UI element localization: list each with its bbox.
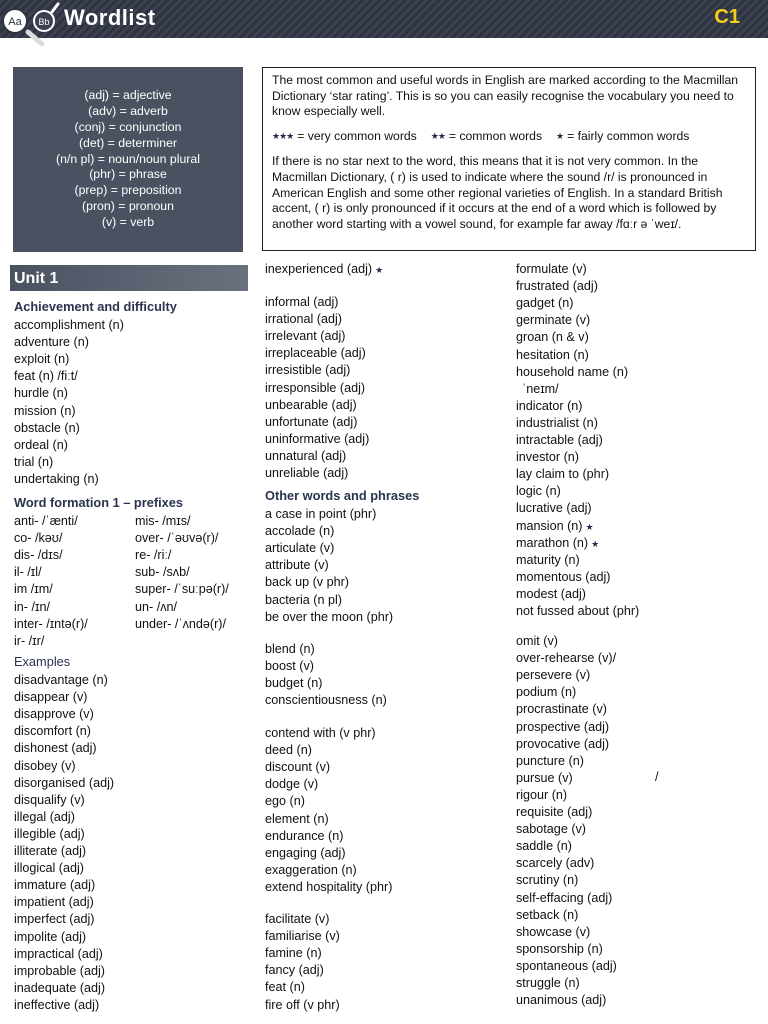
page-title: Wordlist (64, 5, 156, 30)
word-item: ˈneɪm/ (522, 381, 559, 396)
word-item: unnatural (adj) (265, 448, 347, 463)
word-item: not fussed about (phr) (516, 604, 640, 618)
prefix-item: in- /ɪn/ (14, 599, 50, 614)
word-item: modest (adj) (516, 586, 586, 601)
word-item: indicator (n) (516, 398, 583, 413)
prefix-item: inter- /ɪntə(r)/ (14, 616, 88, 631)
word-item: irresponsible (adj) (265, 380, 366, 395)
star-legend (272, 129, 746, 146)
word-item: informal (adj) (265, 295, 339, 309)
info-body: If there is no star next to the word, this means that it is not very common. In the Macmillan Dictionary, ( r) is used to indicate where the sound /r/ is pronounced in American English and some other regional varieties of English. In a standard British accent, ( r) is only pronounced if it occurs at the end of a word which is followed by another word starting with a vowel sound, for example far away /fɑːr ə ˈweɪ/. (272, 154, 723, 231)
word-item: scarcely (adv) (516, 856, 595, 871)
word-item: blend (n) (265, 642, 315, 656)
wordlist-header (0, 0, 768, 38)
word-item: formulate (v) (516, 262, 587, 276)
word-item: obstacle (n) (14, 420, 80, 435)
word-item: discount (v) (265, 760, 331, 775)
word-item: procrastinate (v) (516, 702, 607, 717)
word-item: impatient (adj) (14, 895, 94, 910)
word-item: disadvantage (n) (14, 673, 108, 687)
word-item: scrutiny (n) (516, 873, 579, 888)
star-icon: ★ (585, 521, 594, 532)
logo-text-aa: Aa (8, 16, 22, 28)
word-item: fancy (adj) (265, 963, 324, 978)
word-item: illiterate (adj) (14, 844, 87, 858)
word-item: attribute (v) (265, 558, 329, 573)
star-legend-3 (272, 129, 417, 146)
word-item: pursue (v) (516, 770, 573, 785)
word-item: illegal (adj) (14, 809, 75, 824)
prefix-item: un- /ʌn/ (135, 599, 177, 614)
word-item: marathon (n) ★ (516, 535, 600, 550)
star-icon: ★ (591, 538, 600, 549)
word-item: sabotage (v) (516, 822, 587, 837)
word-item: be over the moon (phr) (265, 609, 394, 624)
word-item: momentous (adj) (516, 569, 611, 584)
word-item: ineffective (adj) (14, 997, 100, 1012)
word-item: element (n) (265, 811, 329, 826)
word-item: unbearable (adj) (265, 397, 357, 412)
word-item: fire off (v phr) (265, 997, 340, 1012)
word-item: undertaking (n) (14, 471, 99, 486)
prefix-item: dis- /dɪs/ (14, 548, 63, 563)
word-item: spontaneous (adj) (516, 958, 617, 973)
word-item: prospective (adj) (516, 719, 610, 734)
word-item: trial (n) (14, 454, 54, 469)
star1-label: = fairly common words (567, 128, 690, 143)
word-item: disapprove (v) (14, 707, 94, 722)
star2-label: = common words (448, 128, 543, 143)
word-item: familiarise (v) (265, 929, 340, 944)
word-item: dodge (v) (265, 777, 319, 792)
word-item: disorganised (adj) (14, 775, 115, 790)
abbr-adv: (adv) = adverb (88, 104, 168, 119)
word-item: unfortunate (adj) (265, 414, 358, 429)
word-item: irresistible (adj) (265, 363, 351, 378)
word-item: famine (n) (265, 946, 322, 961)
word-item: rigour (n) (516, 787, 568, 802)
star-legend-1 (556, 129, 689, 146)
word-item: irrelevant (adj) (265, 329, 346, 344)
word-item: showcase (v) (516, 924, 591, 939)
prefix-item: im /ɪm/ (14, 582, 53, 597)
prefix-item: il- /ɪl/ (14, 565, 42, 580)
word-item: setback (n) (516, 907, 579, 922)
word-item: self-effacing (adj) (516, 890, 613, 905)
word-item: ego (n) (265, 794, 305, 809)
word-item: mission (n) (14, 403, 76, 418)
word-item: feat (n) /fiːt/ (14, 369, 78, 384)
star3-label: = very common words (297, 128, 417, 143)
prefix-item: super- /ˈsuːpə(r)/ (135, 582, 229, 597)
word-item: conscientiousness (n) (265, 693, 387, 708)
word-item: articulate (v) (265, 541, 335, 556)
word-item: disqualify (v) (14, 792, 85, 807)
word-item: endurance (n) (265, 828, 344, 843)
star-rating-info (262, 67, 756, 251)
word-item: impractical (adj) (14, 946, 103, 961)
word-item: sponsorship (n) (516, 941, 603, 956)
info-intro: The most common and useful words in English are marked according to the Macmillan Dictionary ‘star rating’. This is so you can easily recognise the vocabulary you need to know especially well. (272, 73, 739, 119)
word-item: illegible (adj) (14, 826, 85, 841)
word-item: boost (v) (265, 659, 314, 674)
word-item: persevere (v) (516, 668, 591, 683)
word-item: dishonest (adj) (14, 741, 97, 756)
word-item: facilitate (v) (265, 912, 330, 926)
word-item: gadget (n) (516, 296, 574, 311)
prefix-item: co- /kəʊ/ (14, 531, 63, 546)
word-item: logic (n) (516, 484, 561, 499)
word-item: budget (n) (265, 676, 323, 691)
one-star-icon: ★ (556, 130, 564, 141)
prefix-item: ir- /ɪr/ (14, 633, 45, 648)
word-item: back up (v phr) (265, 575, 349, 590)
word-item: irrational (adj) (265, 312, 342, 327)
word-item: disappear (v) (14, 690, 88, 705)
word-item: puncture (n) (516, 753, 584, 768)
word-item: irreplaceable (adj) (265, 346, 366, 361)
magnifier-logo-icon (2, 2, 60, 46)
abbr-noun: (n/n pl) = noun/noun plural (56, 151, 200, 166)
word-item: provocative (adj) (516, 736, 610, 751)
abbr-adj: (adj) = adjective (84, 88, 172, 103)
word-item: impolite (adj) (14, 929, 87, 944)
word-item: uninformative (adj) (265, 431, 370, 446)
word-item: disobey (v) (14, 758, 76, 773)
word-item: accomplishment (n) (14, 318, 124, 332)
prefix-item: anti- /ˈænti/ (14, 514, 78, 528)
word-item: a case in point (phr) (265, 507, 377, 521)
word-item: adventure (n) (14, 335, 89, 350)
prefix-item: re- /riː/ (135, 548, 172, 563)
stray-mark: / (655, 770, 659, 784)
word-item: industrialist (n) (516, 415, 598, 430)
word-item: imperfect (adj) (14, 912, 95, 927)
word-item: extend hospitality (phr) (265, 879, 393, 894)
prefix-item: sub- /sʌb/ (135, 565, 190, 580)
star-icon: ★ (375, 265, 384, 275)
prefix-item: mis- /mɪs/ (135, 514, 191, 528)
word-item: unreliable (adj) (265, 466, 349, 480)
word-item: discomfort (n) (14, 724, 91, 739)
word-item: requisite (adj) (516, 805, 593, 819)
word-item: lay claim to (phr) (516, 467, 610, 482)
word-item: deed (n) (265, 743, 312, 758)
word-item: improbable (adj) (14, 963, 105, 978)
abbr-det: (det) = determiner (78, 135, 178, 150)
word-item: maturity (n) (516, 552, 580, 567)
abbr-verb: (v) = verb (101, 214, 155, 229)
abbr-pron: (pron) = pronoun (82, 198, 174, 213)
prefix-item: over- /ˈəʊvə(r)/ (135, 531, 219, 546)
word-item: germinate (v) (516, 313, 591, 328)
three-star-icon: ★★★ (272, 130, 294, 141)
abbr-conj: (conj) = conjunction (74, 120, 182, 134)
word-item: unanimous (adj) (516, 993, 607, 1008)
word-item: mansion (n) ★ (516, 518, 594, 533)
word-item: inexperienced (adj) ★ (265, 262, 384, 276)
word-item: inadequate (adj) (14, 980, 106, 995)
word-item: investor (n) (516, 450, 579, 465)
word-item: intractable (adj) (516, 433, 603, 447)
word-item: ordeal (n) (14, 437, 68, 452)
section-heading-achievement: Achievement and difficulty (14, 299, 177, 314)
word-item: immature (adj) (14, 878, 96, 893)
word-item: accolade (n) (265, 524, 335, 539)
word-item: omit (v) (516, 634, 558, 648)
word-item: contend with (v phr) (265, 726, 376, 740)
unit-heading: Unit 1 (10, 265, 248, 291)
word-item: hesitation (n) (516, 347, 589, 362)
abbreviation-key (13, 67, 243, 252)
abbr-phr: (phr) = phrase (89, 167, 167, 182)
logo-text-bb: Bb (38, 17, 50, 27)
word-item: lucrative (adj) (516, 501, 592, 516)
word-item: struggle (n) (516, 976, 580, 990)
word-item: exaggeration (n) (265, 862, 357, 877)
word-item: frustrated (adj) (516, 279, 598, 294)
level-badge: C1 (714, 6, 740, 28)
word-item: over-rehearse (v)/ (516, 651, 617, 666)
word-item: household name (n) (516, 364, 629, 379)
word-item: illogical (adj) (14, 861, 84, 876)
word-item: hurdle (n) (14, 386, 68, 401)
word-item: feat (n) (265, 980, 305, 995)
section-heading-prefixes: Word formation 1 – prefixes (14, 495, 184, 510)
word-item: exploit (n) (14, 352, 70, 367)
word-item: podium (n) (516, 685, 577, 700)
subheading-examples: Examples (14, 654, 71, 669)
star-legend-2 (431, 129, 542, 146)
prefix-item: under- /ˈʌndə(r)/ (135, 616, 226, 631)
two-star-icon: ★★ (430, 130, 445, 141)
word-item: engaging (adj) (265, 845, 346, 860)
word-item: groan (n & v) (516, 330, 589, 345)
section-heading-other: Other words and phrases (265, 488, 420, 503)
word-item: saddle (n) (516, 839, 573, 854)
word-item: bacteria (n pl) (265, 592, 342, 607)
abbr-prep: (prep) = preposition (74, 183, 182, 198)
